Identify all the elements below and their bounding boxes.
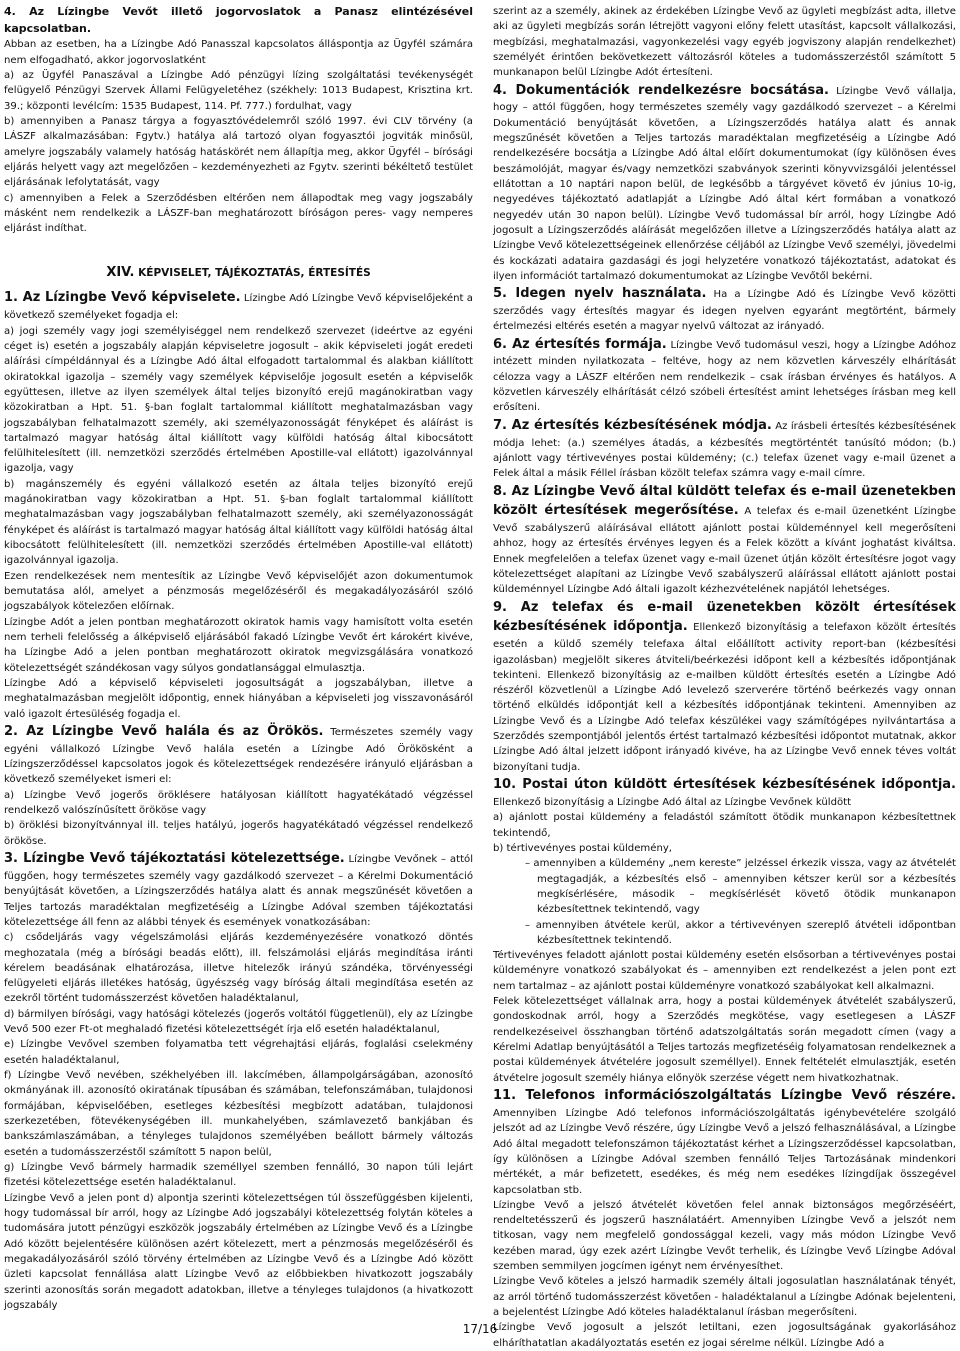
section-1-heading: 1. Az Lízingbe Vevő képviselete.: [4, 290, 241, 306]
section-1-paragraph-4: Lízingbe Adó a képviselő képviseleti jogosultságát a jogszabályban, illetve a meghatalmazásban megjelölt időpontig, ennek hiányában a képviseleti jog visszavonásáról való igazolt értesüléség fogadja el.: [4, 678, 473, 720]
section-3-item-d: d) bármilyen bírósági, vagy hatósági kötelezés (jogerős voltától függetlenül), ely az Lízingbe Vevő 500 ezer Ft-ot meghaladó fizetési kötelezettségét írja elő esetén haladéktalanul,: [4, 1008, 473, 1036]
section-3-heading: 3. Lízingbe Vevő tájékoztatási kötelezettsége.: [4, 851, 345, 867]
section-3-paragraph: 3. Lízingbe Vevő tájékoztatási kötelezettsége. Lízingbe Vevőnek – attól függően, hogy természetes személy vagy gazdálkodó szervezet – a Kérelmi Dokumentáció benyújtását követően, a Lízingszerződés hatálya alatt és annak megszűnését követően a Teljes tartozás maradéktalan megfizetéséig a Lízingbe Adóval szemben tájékoztatási kötelezettsége áll fenn az alábbi tények és események vonatkozásában:: [4, 851, 474, 928]
section-1-item-a: a) jogi személy vagy jogi személyiséggel nem rendelkező szervezet (ideértve az egyéni céget is) esetén a jogszabály alapján képviseletre jogosult – akik képviseleti jogát eredeti aláírási címpéldánnyal és a Lízingbe Adó által elfogadott tartalommal és alakban kiállított okiratokkal igazolja – személy vagy személyek képviselője jogosult esetén a képviselők együttesen, illetve az ilyen személyek által teljes bizonyító erejű magánokiratban vagy közokiratban a Hpt. 51. §-ban foglalt tartalommal kiállított meghatalmazásban vagy jogszabályban felhatalmazott személy, aki személyazonosságát fényképet és aláírást is tartalmazó magyar hatóság által kiállított vagy külföldi hatóság által kibocsátott felülhitelesített (ill. nemzetközi szerződés értelmében Apostille-val ellátott) igazolvánnyal igazolja, vagy: [4, 325, 473, 475]
section-r11-heading: 11. Telefonos információszolgáltatás Lízingbe Vevő részére.: [493, 1088, 956, 1104]
section-4-item-b: b) amennyiben a Panasz tárgya a fogyasztóvédelemről szóló 1997. évi CLV törvény (a LÁSZF alkalmazásában: Fgytv.) hatálya alá tartozó olyan fogyasztói jogviták minősül, amelyre jogszabály valamely hatóság hatáskörét nem állapítja meg, akkor Ügyfél – bírósági eljárás helyett vagy azt megelőzően – kezdeményezheti az Fgytv. szerinti békéltető testület eljárásának lefolytatását, vagy: [4, 116, 473, 189]
section-r10-paragraph-3: Felek kötelezettséget vállalnak arra, hogy a postai küldemények átvételét szabályszerű, gondoskodnak arról, hogy a Szerződés megkötése, vagy esetlegesen a LÁSZF rendelkezéseivel összhangban történő adatszolgáltatás során megadott címen (vagy a Kérelmi Adatlap benyújtásától a Teljes tartozás megfizetéséig folyamatosan rendelkeznek a postai küldemények átvételére jogosult személlyel). Ennek feltételét elmulasztják, esetén átvételre jogosult személy hiánya előnyök szerzése végett nem hivatkozhatnak.: [493, 996, 956, 1084]
section-r10-item-b-dash-1: – amennyiben a küldemény „nem kereste” jelzéssel érkezik vissza, vagy az átvételét megtagadják, a kézbesítés első – amennyiben kétszer kerül sor a kézbesítés megkísérlésére, második – megkísérlését követő ötödik munkanapon kézbesítettnek tekintendő, vagy: [525, 858, 956, 916]
section-2-paragraph: 2. Az Lízingbe Vevő halála és az Örökös. Természetes személy vagy egyéni vállalkozó Lízingbe Vevő halála esetén a Lízingbe Adó Örökösként a Lízingszerződéssel kapcsolatos jogok és kötelezettségek rendezésére irányuló eljárásban a következő személyeket ismeri el:: [4, 724, 473, 786]
section-r5-heading: 5. Idegen nyelv használata.: [493, 286, 707, 302]
chapter-heading: [4, 263, 473, 283]
section-4-heading: 4. Az Lízingbe Vevőt illető jogorvoslatok a Panasz elintézésével kapcsolatban.: [4, 5, 473, 35]
section-1-item-b: b) magánszemély és egyéni vállalkozó esetén az általa teljes bizonyító erejű magánokiratban vagy közokiratban a Hpt. 51. §-ban foglalt tartalommal kiállított meghatalmazásban vagy jogszabályban felhatalmazott személy, aki személyazonosságát fényképet és aláírást is tartalmazó magyar hatóság által kiállított vagy külföldi hatóság által kibocsátott felülhitelesített (ill. nemzetközi szerződés értelmében Apostille-val ellátott) igazolvánnyal igazolja.: [4, 478, 473, 567]
section-4-item-c: c) amennyiben a Felek a Szerződésben eltérően nem állapodtak meg vagy jogszabály másként nem rendelkezik a LÁSZF-ban meghatározott bíróságon peres- vagy nemperes eljárást indíthat.: [4, 192, 473, 235]
section-r10-paragraph-2: Tértivevényes feladott ajánlott postai küldemény esetén elsősorban a tértivevényes postai küldeményre vonatkozó szabályokat és – amennyiben ezt rendelkezést a jelen pont ezt nem tartalmaz – az ajánlott postai küldeményre vonatkozó szabályokat kell alkalmazni.: [493, 950, 956, 992]
section-r6-heading: 6. Az értesítés formája.: [493, 336, 667, 352]
section-2-item-b: b) öröklési bizonyítvánnyal ill. teljes hatályú, jogerős hagyatékátadó végzéssel rendelkező örököse.: [4, 820, 473, 847]
chapter-title: KÉPVISELET, TÁJÉKOZTATÁS, ÉRTESÍTÉS: [138, 266, 371, 279]
section-2-heading: 2. Az Lízingbe Vevő halála és az Örökös.: [4, 724, 324, 740]
section-1-paragraph-2: Ezen rendelkezések nem mentesítik az Lízingbe Vevő képviselőjét azon dokumentumok bemutatása alól, amelyet a pénzmosás megelőzéséről és megakadályozásáról szóló jogszabályok kötelezően előírnak.: [4, 570, 473, 613]
section-2-item-a: a) Lízingbe Vevő jogerős öröklésere hatályosan kiállított hagyatékátadó végzéssel rendelkező valószínűsített örököse vagy: [4, 789, 473, 817]
section-3-paragraph-2: Lízingbe Vevő a jelen pont d) alpontja szerinti kötelezettségen túl összefüggésben kijelenti, hogy tudomással bír arról, hogy az Lízingbe Adó jogszabályi kötelezettség folytán köteles a tudomására jutott pénzügyi eszközök jogszabály értelmében az Lízingbe Vevő és a Lízingbe Adó között bejelentésére különösen azért kötelezett, mert a pénzmosás megelőzéséről és megakadályozásáról szóló törvény értelmében az Lízingbe Vevő és a Lízingbe Adó között üzleti kapcsolat fennállása alatt Lízingbe Vevő az előbbiekben hivatkozott jogszabály szerinti azonosítás során megadott adatokban, illetve a tényleges tulajdonos (a hivatkozott jogszabály: [4, 1192, 473, 1312]
continued-paragraph: szerint az a személy, akinek az érdekében Lízingbe Vevő az ügyleti megbízást adta, illetve aki az ügyleti megbízás során létrejött vagyoni előny felett utasítást, kapcsolt vállalkozási, megbízási, meghatalmazási, vagyonkezelési vagy egyéb jogviszony alapján rendelkezhet) személyét érintően bekövetkezett változásról köteles a tudomásszerzéstől számított 5 munkanapon belül Lízingbe Adót értesíteni.: [493, 6, 956, 79]
section-r9-paragraph: 9. Az telefax és e-mail üzenetekben közölt értesítések kézbesítésének időpontja. Ellenkező bizonyításig a telefaxon közölt értesítés esetén a küldő személy telefaxa által előállított activity report-ban (kézbesítési igazolásban) megjelölt sikeres átviteli/beérkezési időpont kell a kézbesítés időpontjának tekinteni. Ellenkező bizonyításig az e-mailben küldött értesítés esetén a Lízingbe Adó részéről közvetlenül a Lízingbe Adó levelező szerverére történő beérkezés vagy onnan történő elküldés időpontját kell a kézbesítés időpontjának tekinteni. Amennyiben az Lízingbe Vevő és a Lízingbe Adó telefax készülékei vagy számítógépes nyilvántartása a Szerződés szempontjából jelentős értést tartalmazó kézbesítési időpontot mutatnak, akkor Lízingbe Adó által jelzett időpont irányadó kivéve, ha az Lízingbe Vevő ennek téves voltát bizonyítani tudja.: [493, 599, 956, 773]
section-r10-heading: 10. Postai úton küldött értesítések kézbesítésének időpontja.: [493, 777, 956, 793]
page-number: 17/16: [462, 1322, 498, 1336]
section-3-item-e: e) Lízingbe Vevővel szemben folyamatba tett végrehajtási eljárás, foglalási cselekmény esetén haladéktalanul,: [4, 1039, 473, 1066]
section-r11-paragraph-2: Lízingbe Vevő a jelszó átvételét követően felel annak biztonságos megőrzéséért, rendeltetésszerű és jogszerű használatáért. Amennyiben Lízingbe Vevő a jelszót nem titkosan, vagy nem megfelelő gondossággal kezeli, vagy más módon Lízingbe Vevő kezében marad, úgy ezek azért Lízingbe Vevőt terhelik, és Lízingbe Vevő Lízingbe Adóval szemben semmilyen jogcímen igényt nem érvényesíthet.: [493, 1199, 956, 1273]
section-r11-paragraph: 11. Telefonos információszolgáltatás Lízingbe Vevő részére. Amennyiben Lízingbe Adó telefonos információszolgáltatás igénybevételére szolgáló jelszót ad az Lízingbe Vevő részére, úgy Lízingbe Vevő a jelszó felhasználásával, a Lízingbe Adó által megadott telefonszámon tájékoztatást kérhet a Lízingszerződéssel kapcsolatban, így különösen a Lízingbe Adóval szemben fennálló Teljes Tartozásának mindenkori mértékét, a már befizetett, esedékes, és még nem esedékes lízingdíjak összegével kapcsolatban stb.: [493, 1088, 956, 1196]
section-r7-paragraph: 7. Az értesítés kézbesítésének módja. Az írásbeli értesítés kézbesítésének módja lehet: (a.) személyes átadás, a kézbesítés megtörténtét tanúsító módon; (b.) ajánlott vagy tértivevényes postai küldemény; (c.) telefax üzenet vagy e-mail üzenet a Felek által a másik Féllel írásban közölt telefax számra vagy e-mail címre.: [493, 417, 957, 480]
section-r4-paragraph: 4. Dokumentációk rendelkezésre bocsátása. Lízingbe Vevő vállalja, hogy – attól függően, hogy természetes személy vagy gazdálkodó szervezet – a Kérelmi Dokumentáció benyújtását követően, a Lízingszerződés hatálya alatt és annak megszűnését követően a Teljes tartozás maradéktalan megfizetéséig a Lízingbe Adó rendelkezésére bocsátja a Lízingbe Adó által előírt dokumentumokat (így különösen éves beszámolóját, magyar és/vagy nemzetközi szabványok szerinti könyvvizsgálói jelentéssel ellátottan a 10 naptári napon belül, de legkésőbb a tárgyévet követő év június 10-ig, negyedéves tájékoztató adatlapját a Lízingbe Adó által kért formában a vonatkozó negyedév után 30 napon belül). Lízingbe Vevő tudomással bír arról, hogy Lízingbe Adó jogosult a Lízingszerződés aláírását megelőzően illetve a Lízingszerződés hatálya alatt az Lízingbe Vevő kötelezettségeinek ellenőrzése céljából az Lízingbe Vevő személyi, jövedelmi és kockázati adataira gazdasági és jogi helyzetére vonatkozó tájékoztatást, adatokat és ilyen információt tartalmazó dokumentumokat az Lízingbe Vevőtől bekérni.: [493, 82, 956, 282]
section-r9-heading: 9. Az telefax és e-mail üzenetekben közölt értesítések kézbesítésének időpontja.: [493, 599, 956, 635]
chapter-number: XIV.: [106, 264, 135, 280]
right-column: [493, 4, 957, 1349]
left-column: [4, 4, 473, 1316]
section-r10-item-b-dash-2: – amennyiben átvétele kerül, akkor a tértivevényen szereplő átvételi időpontban kézbesítettnek tekintendő.: [525, 919, 956, 946]
section-r6-paragraph: 6. Az értesítés formája. Lízingbe Vevő tudomásul veszi, hogy a Lízingbe Adóhoz intézett minden nyilatkozata – feltéve, hogy az nem közvetlen kárveszély elhárítását célozza vagy a LÁSZF eltérően nem rendelkezik – csak írásban érvényes és hatályos. A közvetlen kárveszély elhárítását célzó szóbeli értesítést amint lehetséges írásban meg kell erősíteni.: [493, 336, 956, 414]
section-4-intro: Abban az esetben, ha a Lízingbe Adó Panasszal kapcsolatos álláspontja az Ügyfél számára nem elfogadható, akkor jogorvoslatként: [4, 39, 473, 66]
section-r4-heading: 4. Dokumentációk rendelkezésre bocsátása.: [493, 82, 829, 98]
section-4-item-a: a) az Ügyfél Panaszával a Lízingbe Adó pénzügyi lízing szolgáltatási tevékenységét felügyelő Pénzügyi Szervek Állami Felügyeletéhez (székhely: 1013 Budapest, Krisztina krt. 39.; központi levélcím: 1535 Budapest, 114. Pf. 777.) fordulhat, vagy: [4, 70, 473, 112]
section-r10-item-b: b) tértivevényes postai küldemény,: [493, 842, 673, 854]
section-1-paragraph: 1. Az Lízingbe Vevő képviselete. Lízingbe Adó Lízingbe Vevő képviselőjeként a következő személyeket fogadja el:: [4, 290, 473, 322]
section-r10-paragraph: 10. Postai úton küldött értesítések kézbesítésének időpontja. Ellenkező bizonyításig a Lízingbe Adó által az Lízingbe Vevőnek küldött: [493, 777, 956, 808]
section-r10-item-a: a) ajánlott postai küldemény a feladástól számított ötödik munkanapon kézbesítettnek tekintendő,: [493, 812, 956, 839]
section-1-paragraph-3: Lízingbe Adót a jelen pontban meghatározott okiratok hamis vagy hamisított volta esetén nem terheli felelősség a álképviselő eljárásából fakadó Lízingbe Vevőt ért károkért kivéve, ha Lízingbe Adó a jelen pontban meghatározott okiratok megvizsgálására vonatkozó kötelezettségét szándékosan vagy súlyos gondatlansággal elmulasztja.: [4, 616, 473, 674]
section-r7-heading: 7. Az értesítés kézbesítésének módja.: [493, 417, 772, 433]
section-r8-paragraph: 8. Az Lízingbe Vevő által küldött telefax és e-mail üzenetekben közölt értesítések megerősítése. A telefax és e-mail üzenetként Lízingbe Vevő szabályszerű aláírásával ellátott ajánlott postai küldeménnyel kell megerősíteni ahhoz, hogy az értesítés érvényes legyen és a Felek között a kívánt joghatást kiváltsa. Ennek megfelelően a telefax üzenet vagy e-mail üzenet útján közölt értesítésre jogot vagy kötelezettséget alapítani az Lízingbe Vevő szabályszerű aláírással ellátott ajánlott postai küldeménnyel Lízingbe Adó általi igazolt kézhezvételének napjától lehetséges.: [493, 483, 956, 596]
section-r11-paragraph-4: Lízingbe Vevő jogosult a jelszót letiltani, ezen jogosultságának gyakorlásához elháríthatatlan akadályoztatás esetén ez jogai sérelme nélkül. Lízingbe Adó a: [493, 1322, 956, 1349]
section-3-item-c: c) csődeljárás vagy végelszámolási eljárás kezdeményezésére vonatkozó döntés meghozatala (még a bírósági beadás előtt), ill. felszámolási eljárás megindítása iránti kérelem beadásának elhatározása, illetve hitelezők irányú szándéka, törvényességi felügyeleti eljárás illetékes hatóság, ügyészség vagy bíróság általi megindítása esetén az ezekről történt tudomásszerzést követően haladéktalanul,: [4, 932, 473, 1005]
section-r8-heading: 8. Az Lízingbe Vevő által küldött telefax és e-mail üzenetekben közölt értesítések megerősítése.: [493, 483, 956, 519]
section-r11-paragraph-3: Lízingbe Vevő köteles a jelszó harmadik személy általi jogosulatlan használatának tényét, az arról történő tudomásszerzést követően - haladéktalanul a Lízingbe Adónak bejelenteni, a bejelentést Lízingbe Adó köteles haladéktalanul írásban megerősíteni.: [493, 1276, 956, 1319]
section-3-item-g: g) Lízingbe Vevő bármely harmadik személlyel szemben fennálló, 30 napon túli lejárt fizetési kötelezettsége esetén haladéktalanul.: [4, 1162, 473, 1189]
section-r5-paragraph: 5. Idegen nyelv használata. Ha a Lízingbe Adó és Lízingbe Vevő közötti szerződés vagy értesítés magyar és idegen nyelven egyaránt megtörtént, bármely értelmezési eltérés esetén a magyar nyelvű változat az irányadó.: [493, 286, 956, 333]
section-3-item-f: f) Lízingbe Vevő nevében, székhelyében ill. lakcímében, állampolgárságában, azonosító okmányának ill. azonosító okiratának típusában és számában, telefonszámában, tulajdonosi formájában, képviselőében, esetleges kézbesítési megbízott adatában, tulajdonosi szerkezetében, fötevékenységében ill. munkahelyében, számlavezető bankjában és bankszámlaszámában, a tényleges tulajdonos személyében beállott bármely változás esetén a tudomásszerzéstől számított 5 napon belül,: [4, 1070, 473, 1158]
